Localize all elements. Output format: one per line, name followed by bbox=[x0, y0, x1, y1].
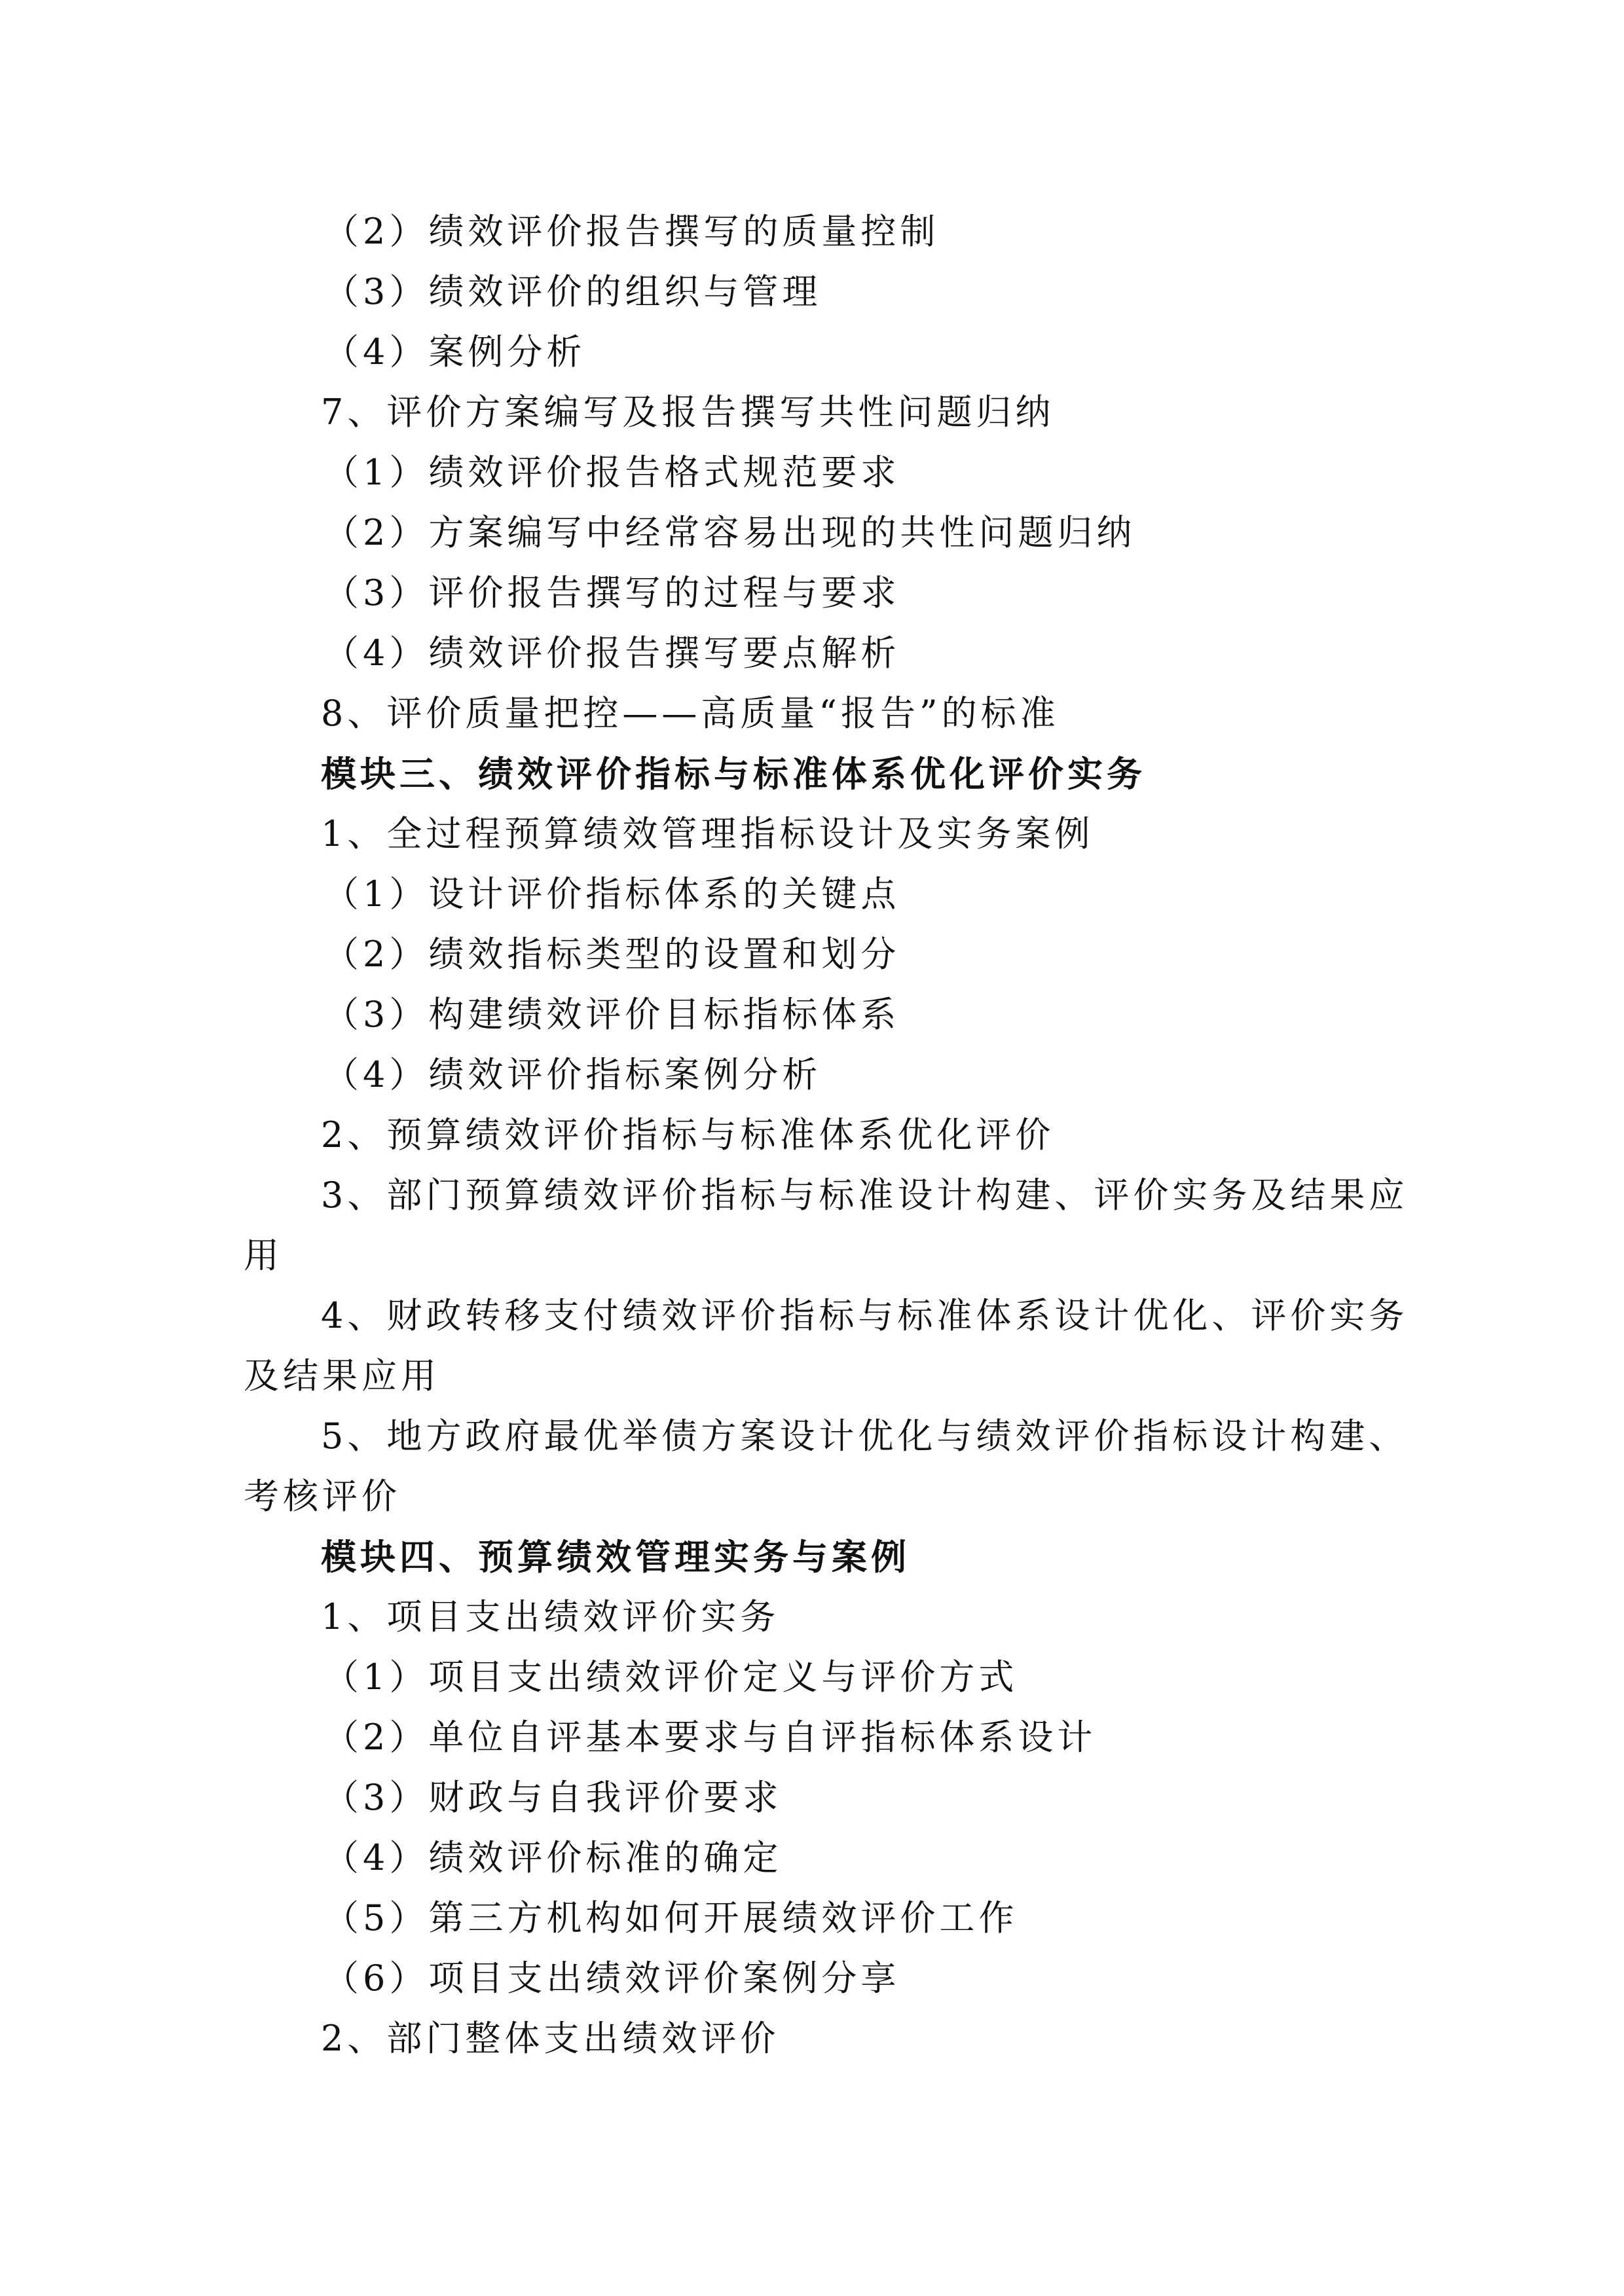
list-item: （6）项目支出绩效评价案例分享 bbox=[323, 1958, 900, 1999]
list-item: （2）绩效评价报告撰写的质量控制 bbox=[323, 211, 940, 252]
section-heading: 模块三、绩效评价指标与标准体系优化评价实务 bbox=[321, 753, 1146, 795]
list-item: （3）财政与自我评价要求 bbox=[323, 1777, 783, 1818]
list-item: （1）绩效评价报告格式规范要求 bbox=[323, 452, 900, 493]
list-item: 1、项目支出绩效评价实务 bbox=[321, 1596, 780, 1637]
list-item: （4）案例分析 bbox=[323, 331, 586, 373]
paragraph-continuation: 及结果应用 bbox=[244, 1355, 440, 1396]
paragraph-line: 5、地方政府最优举债方案设计优化与绩效评价指标设计构建、 bbox=[321, 1415, 1409, 1457]
list-item: 8、评价质量把控——高质量“报告”的标准 bbox=[321, 693, 1060, 734]
list-item: 1、全过程预算绩效管理指标设计及实务案例 bbox=[321, 813, 1094, 854]
list-item: 2、预算绩效评价指标与标准体系优化评价 bbox=[321, 1114, 1055, 1156]
paragraph-continuation: 用 bbox=[244, 1235, 283, 1276]
list-item: （3）评价报告撰写的过程与要求 bbox=[323, 572, 900, 613]
section-heading: 模块四、预算绩效管理实务与案例 bbox=[321, 1536, 910, 1578]
list-item: （3）绩效评价的组织与管理 bbox=[323, 271, 822, 312]
list-item: 2、部门整体支出绩效评价 bbox=[321, 2018, 780, 2059]
list-item: （4）绩效评价指标案例分析 bbox=[323, 1054, 822, 1095]
list-item: （2）单位自评基本要求与自评指标体系设计 bbox=[323, 1717, 1097, 1758]
list-item: （1）项目支出绩效评价定义与评价方式 bbox=[323, 1656, 1018, 1698]
list-item: （4）绩效评价报告撰写要点解析 bbox=[323, 632, 900, 674]
list-item: 7、评价方案编写及报告撰写共性问题归纳 bbox=[321, 392, 1055, 433]
list-item: （1）设计评价指标体系的关键点 bbox=[323, 873, 900, 915]
paragraph-line: 3、部门预算绩效评价指标与标准设计构建、评价实务及结果应 bbox=[321, 1175, 1409, 1216]
list-item: （2）绩效指标类型的设置和划分 bbox=[323, 934, 900, 975]
paragraph-continuation: 考核评价 bbox=[244, 1476, 401, 1517]
document-body bbox=[244, 202, 1409, 2069]
list-item: （4）绩效评价标准的确定 bbox=[323, 1837, 783, 1878]
list-item: （2）方案编写中经常容易出现的共性问题归纳 bbox=[323, 512, 1136, 553]
paragraph-line: 4、财政转移支付绩效评价指标与标准体系设计优化、评价实务 bbox=[321, 1295, 1409, 1336]
list-item: （5）第三方机构如何开展绩效评价工作 bbox=[323, 1897, 1018, 1939]
list-item: （3）构建绩效评价目标指标体系 bbox=[323, 994, 900, 1035]
